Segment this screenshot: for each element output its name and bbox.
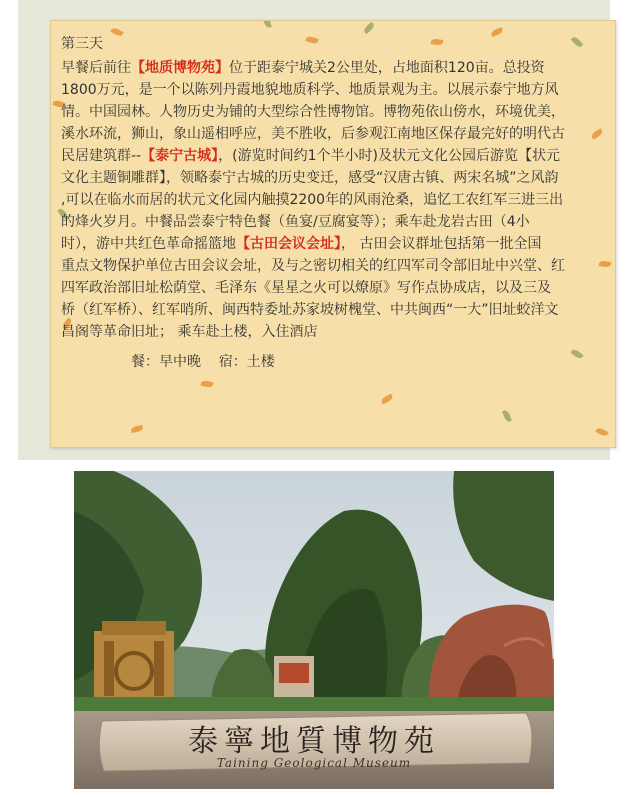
itinerary-line [61,79,609,101]
itinerary-text-segment: 桥（红军桥）、红军哨所、闽西特委址苏家坡树槐堂、中共闽西“一大”旧址蛟洋文 [61,302,559,318]
highlighted-attraction: 【地质博物苑】 [131,60,229,76]
itinerary-text-segment: 位于距泰宁城关2公里处，占地面积120亩。总投资 [229,60,545,76]
leaf-decoration [595,426,608,437]
itinerary-text-segment: 的烽火岁月。中餐品尝泰宁特色餐（鱼宴/豆腐宴等）；乘车赴龙岩古田（4小 [61,214,530,230]
itinerary-text-segment: ，(游览时间约1个半小时)及状元文化公园后游览【状元 [218,148,560,164]
itinerary-text-segment: 早餐后前往 [61,60,131,76]
leaf-decoration [262,20,272,29]
itinerary-text-segment: ,可以在临水而居的状元文化园内触摸2200年的风雨沧桑，追忆工农红军三进三出 [61,192,564,208]
itinerary-line [61,277,609,299]
itinerary-line [61,167,609,189]
leaf-decoration [200,380,213,389]
itinerary-text-segment: 1800万元，是一个以陈列丹霞地貌地质科学、地质景观为主。以展示泰宁地方风 [61,82,559,98]
itinerary-text [61,33,609,373]
itinerary-text-segment: 文化主题铜雕群】，领略泰宁古城的历史变迁，感受“汉唐古镇、两宋名城”之风韵 [61,170,559,186]
leaf-decoration [380,394,393,405]
itinerary-line [61,101,609,123]
itinerary-text-segment: 时），游中共红色革命摇篮地 [61,236,236,252]
itinerary-card [50,20,616,448]
hotel-info: 宿：土楼 [218,354,275,370]
meals-hotel-line [61,351,609,373]
leaf-decoration [502,409,512,422]
stone-title: 泰寧地質博物苑 [188,724,440,759]
itinerary-line [61,145,609,167]
itinerary-line [61,57,609,79]
itinerary-line [61,211,609,233]
itinerary-card-frame [18,0,610,460]
museum-photo [74,471,554,789]
itinerary-line [61,255,609,277]
itinerary-text-segment: 四军政治部旧址松荫堂、毛泽东《星星之火可以燎原》写作点协成店，以及三及 [61,280,551,296]
itinerary-line [61,189,609,211]
itinerary-body [61,57,609,343]
highlighted-attraction: 【古田会议会址】 [236,236,341,252]
stone-subtitle: Taining Geological Museum [216,756,412,770]
day-title: 第三天 [61,36,103,52]
highlighted-attraction: 【泰宁古城】 [141,148,219,164]
itinerary-text-segment: 昌阁等革命旧址； 乘车赴土楼，入住酒店 [61,324,318,340]
itinerary-line [61,233,609,255]
itinerary-text-segment: 民居建筑群-- [61,148,142,164]
itinerary-line [61,123,609,145]
itinerary-text-segment: ， 古田会议群址包括第一批全国 [341,236,542,252]
itinerary-line [61,321,609,343]
museum-photo-illustration [74,471,554,789]
itinerary-text-segment: 溪水环流，狮山，象山遥相呼应，美不胜收，后参观江南地区保存最完好的明代古 [61,126,565,142]
itinerary-text-segment: 情。中国园林。人物历史为铺的大型综合性博物馆。博物苑依山傍水，环境优美， [61,104,565,120]
meals-info: 餐：早中晚 [131,354,201,370]
leaf-decoration [131,425,144,433]
itinerary-text-segment: 重点文物保护单位古田会议会址，及与之密切相关的红四军司令部旧址中兴堂、红 [61,258,565,274]
itinerary-line [61,299,609,321]
